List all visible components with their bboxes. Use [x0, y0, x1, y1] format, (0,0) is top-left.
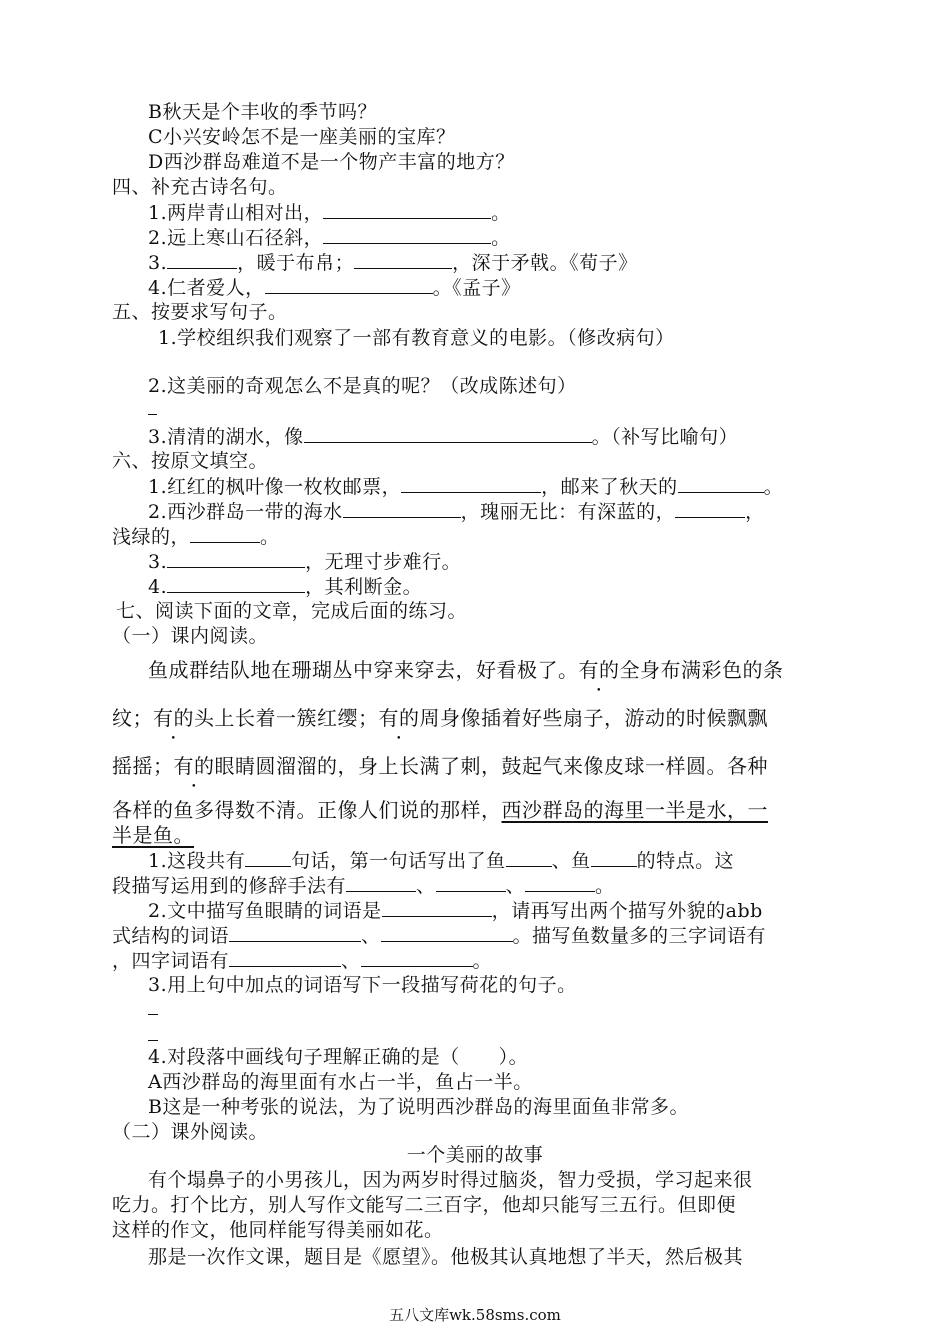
exercise-2-cont — [112, 923, 766, 948]
text: ，邮来了秋天的 — [541, 476, 678, 498]
text: 1.红红的枫叶像一枚枚邮票， — [148, 476, 402, 498]
blank[interactable] — [591, 848, 637, 867]
blank[interactable] — [525, 873, 595, 892]
text: 。（补写比喻句） — [591, 426, 739, 448]
poem-line-1 — [148, 200, 511, 225]
text: 。描写鱼数量多的三字词语有 — [512, 925, 767, 947]
blank[interactable] — [167, 250, 237, 269]
section-7-heading: 七、阅读下面的文章，完成后面的练习。 — [116, 600, 468, 622]
section-4-heading: 四、补充古诗名句。 — [112, 176, 288, 198]
text: ，请再写出两个描写外貌的abb — [491, 900, 763, 922]
text: 全身布满彩色的条 — [619, 658, 784, 682]
text: 。 — [260, 526, 280, 548]
text: 。 — [491, 227, 511, 249]
text: 3.清清的湖水，像 — [148, 426, 304, 448]
dotted-word: 有的 — [378, 706, 420, 730]
blank[interactable] — [167, 549, 305, 568]
exercise-4-option-a: A西沙群岛的海里面有水占一半，鱼占一半。 — [148, 1071, 533, 1093]
reading-2-heading: （二）课外阅读。 — [112, 1121, 269, 1143]
text: 4.仁者爱人， — [148, 277, 265, 299]
dotted-word: 有的 — [578, 658, 620, 682]
footer-watermark: 五八文库wk.58sms.com — [389, 1306, 561, 1324]
exercise-1 — [148, 848, 734, 873]
blank[interactable] — [304, 424, 592, 443]
text: 。 — [763, 476, 784, 498]
text: 鱼成群结队地在珊瑚丛中穿来穿去，好看极了。 — [148, 658, 579, 682]
dotted-word: 有的 — [173, 754, 215, 778]
blank[interactable] — [265, 275, 433, 294]
text: 、 — [505, 875, 526, 897]
text: 眼睛圆溜溜的，身上长满了刺，鼓起气来像皮球一样圆。各种 — [214, 754, 768, 778]
text: 、 — [341, 950, 361, 972]
text: ，四字词语有 — [112, 950, 230, 972]
exercise-2 — [148, 898, 763, 923]
fill-line-3 — [148, 549, 461, 574]
blank[interactable] — [436, 873, 506, 892]
blank[interactable] — [381, 923, 513, 942]
text: 3. — [148, 252, 168, 274]
passage-line-1 — [148, 657, 784, 683]
text: 段描写运用到的修辞手法有 — [112, 875, 347, 897]
sentence-task-3 — [148, 424, 738, 449]
text: 1.两岸青山相对出， — [148, 202, 324, 224]
text: 浅绿的， — [112, 526, 191, 548]
fill-line-1 — [148, 474, 783, 499]
section-5-heading: 五、按要求写句子。 — [112, 301, 288, 323]
option-c: C小兴安岭怎不是一座美丽的宝库？ — [148, 126, 456, 148]
exercise-1-cont — [112, 873, 615, 898]
passage-line-5 — [112, 822, 194, 848]
answer-line-stub[interactable] — [148, 414, 157, 415]
answer-line-stub[interactable] — [148, 1014, 158, 1015]
text: 2.西沙群岛一带的海水 — [148, 501, 343, 523]
poem-line-4 — [148, 275, 521, 300]
text: 。 — [595, 875, 615, 897]
text: 式结构的词语 — [112, 925, 230, 947]
text: 2.远上寒山石径斜， — [148, 227, 324, 249]
blank[interactable] — [190, 524, 260, 543]
text: 各样的鱼多得数不清。正像人们说的那样， — [112, 798, 502, 822]
text: ，其利断金。 — [305, 576, 423, 598]
blank[interactable] — [245, 848, 291, 867]
text: 2.文中描写鱼眼睛的词语是 — [148, 900, 382, 922]
poem-line-3 — [148, 250, 638, 275]
section-6-heading: 六、按原文填空。 — [112, 450, 269, 472]
answer-line-stub[interactable] — [148, 1040, 158, 1041]
fill-line-4 — [148, 574, 422, 599]
blank[interactable] — [229, 923, 361, 942]
text: 1.这段共有 — [148, 850, 246, 872]
text: ，深于矛戟。《荀子》 — [452, 252, 638, 274]
exercise-4-option-b: B这是一种考张的说法，为了说明西沙群岛的海里面鱼非常多。 — [148, 1096, 689, 1118]
blank[interactable] — [506, 848, 552, 867]
text: 句话，第一句话写出了鱼 — [291, 850, 506, 872]
passage-line-4 — [112, 797, 768, 823]
blank[interactable] — [323, 225, 491, 244]
text: 的特点。这 — [636, 850, 735, 872]
sentence-task-2: 2.这美丽的奇观怎么不是真的呢？（改成陈述句） — [148, 375, 577, 397]
text: 4. — [148, 576, 168, 598]
text: 、 — [416, 875, 436, 897]
reading-1-heading: （一）课内阅读。 — [112, 625, 269, 647]
blank[interactable] — [346, 873, 416, 892]
fill-line-2 — [148, 499, 765, 524]
story-line-1: 有个塌鼻子的小男孩儿，因为两岁时得过脑炎，智力受损，学习起来很 — [148, 1169, 753, 1191]
text: 摇摇； — [112, 754, 174, 778]
underlined-sentence: 西沙群岛的海里一半是水，一 — [501, 798, 768, 822]
exercise-3: 3.用上句中加点的词语写下一段描写荷花的句子。 — [148, 974, 577, 996]
text: 头上长着一簇红缨； — [194, 706, 379, 730]
blank[interactable] — [401, 474, 541, 493]
text: 周身像插着好些扇子，游动的时候飘飘 — [419, 706, 768, 730]
blank[interactable] — [675, 499, 745, 518]
passage-line-3 — [112, 753, 768, 779]
blank[interactable] — [382, 898, 492, 917]
text: 。《孟子》 — [432, 277, 521, 299]
blank[interactable] — [678, 474, 764, 493]
text: ， — [745, 501, 765, 523]
exercise-4: 4.对段落中画线句子理解正确的是（ ）。 — [148, 1046, 529, 1068]
poem-line-2 — [148, 225, 511, 250]
text: ，瑰丽无比：有深蓝的， — [460, 501, 676, 523]
option-b: B秋天是个丰收的季节吗？ — [148, 101, 377, 123]
blank[interactable] — [167, 574, 305, 593]
text: 、鱼 — [551, 850, 591, 872]
story-line-2: 吃力。打个比方，别人写作文能写二三百字，他却只能写三五行。但即便 — [112, 1194, 737, 1216]
text: ，无理寸步难行。 — [305, 551, 462, 573]
blank[interactable] — [323, 200, 491, 219]
dotted-word: 有的 — [153, 706, 194, 730]
story-line-3: 这样的作文，他同样能写得美丽如花。 — [112, 1219, 444, 1241]
text: 3. — [148, 551, 168, 573]
text: 。 — [472, 950, 493, 972]
text: 。 — [491, 202, 511, 224]
blank[interactable] — [229, 948, 341, 967]
fill-line-2-cont — [112, 524, 280, 549]
blank[interactable] — [354, 250, 452, 269]
underlined-sentence: 半是鱼。 — [112, 823, 194, 847]
text: ，暖于布帛； — [237, 252, 355, 274]
story-title: 一个美丽的故事 — [406, 1144, 544, 1166]
story-line-4: 那是一次作文课，题目是《愿望》。他极其认真地想了半天，然后极其 — [148, 1246, 744, 1268]
sentence-task-1: 1.学校组织我们观察了一部有教育意义的电影。（修改病句） — [158, 327, 675, 349]
blank[interactable] — [361, 948, 473, 967]
blank[interactable] — [343, 499, 461, 518]
option-d: D西沙群岛难道不是一个物产丰富的地方？ — [148, 151, 515, 173]
passage-line-2 — [112, 705, 768, 731]
text: 、 — [361, 925, 381, 947]
text: 纹； — [112, 706, 153, 730]
exercise-2-cont-2 — [112, 948, 492, 973]
